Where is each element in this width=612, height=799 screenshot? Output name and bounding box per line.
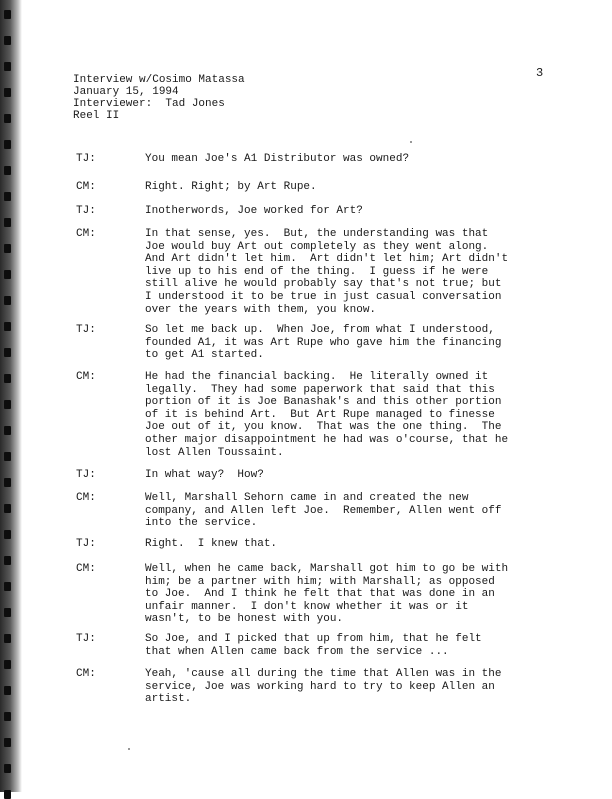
speaker-label: TJ: bbox=[76, 153, 96, 165]
binding-hole bbox=[4, 452, 11, 461]
speech-text bbox=[145, 153, 409, 166]
speech-line: In that sense, yes. But, the understanding was that bbox=[145, 228, 489, 240]
speech-line: Yeah, 'cause all during the time that Allen was in the bbox=[145, 668, 502, 680]
binding-edge bbox=[0, 0, 22, 792]
speech-text bbox=[145, 633, 482, 658]
binding-hole bbox=[4, 374, 11, 383]
binding-hole bbox=[4, 556, 11, 565]
binding-hole bbox=[4, 88, 11, 97]
speech-line: other major disappointment he had was o'course, that he bbox=[145, 433, 509, 446]
speech-line: So let me back up. When Joe, from what I understood, bbox=[145, 324, 495, 336]
speaker-label: TJ: bbox=[76, 324, 96, 336]
scan-speck bbox=[128, 748, 130, 750]
speaker-label: TJ: bbox=[76, 469, 96, 481]
binding-hole bbox=[4, 296, 11, 305]
binding-hole bbox=[4, 660, 11, 669]
speech-line: live up to his end of the thing. I guess if he were bbox=[145, 265, 489, 278]
speech-line: Well, Marshall Sehorn came in and created the new bbox=[145, 492, 469, 504]
speech-line: artist. bbox=[145, 693, 192, 706]
binding-hole bbox=[4, 790, 11, 799]
speaker-label: CM: bbox=[76, 181, 96, 193]
speech-line: still alive he would probably say that's not true; but bbox=[145, 278, 502, 291]
binding-hole bbox=[4, 322, 11, 331]
speech-line: company, and Allen left Joe. Remember, Allen went off bbox=[145, 504, 502, 517]
speech-line: lost Allen Toussaint. bbox=[145, 446, 284, 459]
scan-speck bbox=[410, 141, 412, 143]
speech-line: Inotherwords, Joe worked for Art? bbox=[145, 205, 363, 217]
speech-text bbox=[145, 371, 508, 459]
speech-line: to get A1 started. bbox=[145, 349, 264, 362]
speech-line: that when Allen came back from the service ... bbox=[145, 645, 449, 658]
speech-line: wasn't, to be honest with you. bbox=[145, 613, 344, 626]
speech-text bbox=[145, 492, 501, 530]
speech-line: So Joe, and I picked that up from him, that he felt bbox=[145, 633, 482, 645]
binding-hole bbox=[4, 348, 11, 357]
speech-line: Joe would buy Art out completely as they went along. bbox=[145, 240, 489, 253]
binding-hole bbox=[4, 686, 11, 695]
binding-hole bbox=[4, 608, 11, 617]
speech-text bbox=[145, 205, 363, 218]
binding-hole bbox=[4, 634, 11, 643]
speaker-label: TJ: bbox=[76, 205, 96, 217]
speech-line: unfair manner. I don't know whether it was or it bbox=[145, 600, 469, 613]
speech-line: portion of it is Joe Banashak's and this other portion bbox=[145, 396, 502, 409]
speech-line: Right. I knew that. bbox=[145, 538, 278, 550]
header-title: Interview w/Cosimo Matassa bbox=[73, 74, 245, 86]
header-interviewer: Interviewer: Tad Jones bbox=[73, 98, 225, 110]
speech-line: of it is behind Art. But Art Rupe managed to finesse bbox=[145, 408, 495, 421]
speech-line: Joe out of it, you know. That was the one thing. The bbox=[145, 421, 502, 434]
binding-hole bbox=[4, 192, 11, 201]
speech-line: And Art didn't let him. Art didn't let him; Art didn't bbox=[145, 253, 509, 266]
binding-hole bbox=[4, 712, 11, 721]
speech-line: I understood it to be true in just casual conversation bbox=[145, 290, 502, 303]
speech-text bbox=[145, 538, 277, 551]
speech-line: You mean Joe's A1 Distributor was owned? bbox=[145, 153, 410, 165]
speech-text bbox=[145, 469, 264, 482]
speech-text bbox=[145, 563, 508, 626]
speech-line: Well, when he came back, Marshall got him to go be with bbox=[145, 563, 509, 575]
binding-hole bbox=[4, 504, 11, 513]
speech-line: Right. Right; by Art Rupe. bbox=[145, 181, 317, 193]
binding-hole bbox=[4, 270, 11, 279]
binding-hole bbox=[4, 400, 11, 409]
speaker-label: CM: bbox=[76, 228, 96, 240]
header-date: January 15, 1994 bbox=[73, 86, 179, 98]
speech-text bbox=[145, 324, 501, 362]
speech-text bbox=[145, 668, 501, 706]
speaker-label: CM: bbox=[76, 668, 96, 680]
speaker-label: TJ: bbox=[76, 633, 96, 645]
binding-hole bbox=[4, 764, 11, 773]
binding-hole bbox=[4, 62, 11, 71]
speech-line: to Joe. And I think he felt that that was done in an bbox=[145, 588, 495, 601]
binding-hole bbox=[4, 582, 11, 591]
speech-line: He had the financial backing. He literally owned it bbox=[145, 371, 489, 383]
binding-hole bbox=[4, 530, 11, 539]
speech-text bbox=[145, 228, 508, 316]
speech-line: In what way? How? bbox=[145, 469, 264, 481]
speech-line: founded A1, it was Art Rupe who gave him the financing bbox=[145, 336, 502, 349]
speech-line: legally. They had some paperwork that said that this bbox=[145, 383, 495, 396]
speech-line: into the service. bbox=[145, 517, 258, 530]
binding-hole bbox=[4, 426, 11, 435]
speech-line: him; be a partner with him; with Marshall; as opposed bbox=[145, 575, 495, 588]
speech-text bbox=[145, 181, 317, 194]
page-number: 3 bbox=[536, 66, 544, 80]
document-header bbox=[73, 74, 245, 122]
binding-hole bbox=[4, 244, 11, 253]
binding-hole bbox=[4, 140, 11, 149]
header-reel: Reel II bbox=[73, 110, 120, 122]
speech-line: over the years with them, you know. bbox=[145, 303, 377, 316]
speaker-label: CM: bbox=[76, 563, 96, 575]
speech-line: service, Joe was working hard to try to keep Allen an bbox=[145, 680, 495, 693]
binding-hole bbox=[4, 166, 11, 175]
binding-hole bbox=[4, 478, 11, 487]
binding-hole bbox=[4, 10, 11, 19]
speaker-label: TJ: bbox=[76, 538, 96, 550]
speaker-label: CM: bbox=[76, 371, 96, 383]
speaker-label: CM: bbox=[76, 492, 96, 504]
binding-hole bbox=[4, 738, 11, 747]
binding-hole bbox=[4, 36, 11, 45]
binding-hole bbox=[4, 218, 11, 227]
binding-hole bbox=[4, 114, 11, 123]
